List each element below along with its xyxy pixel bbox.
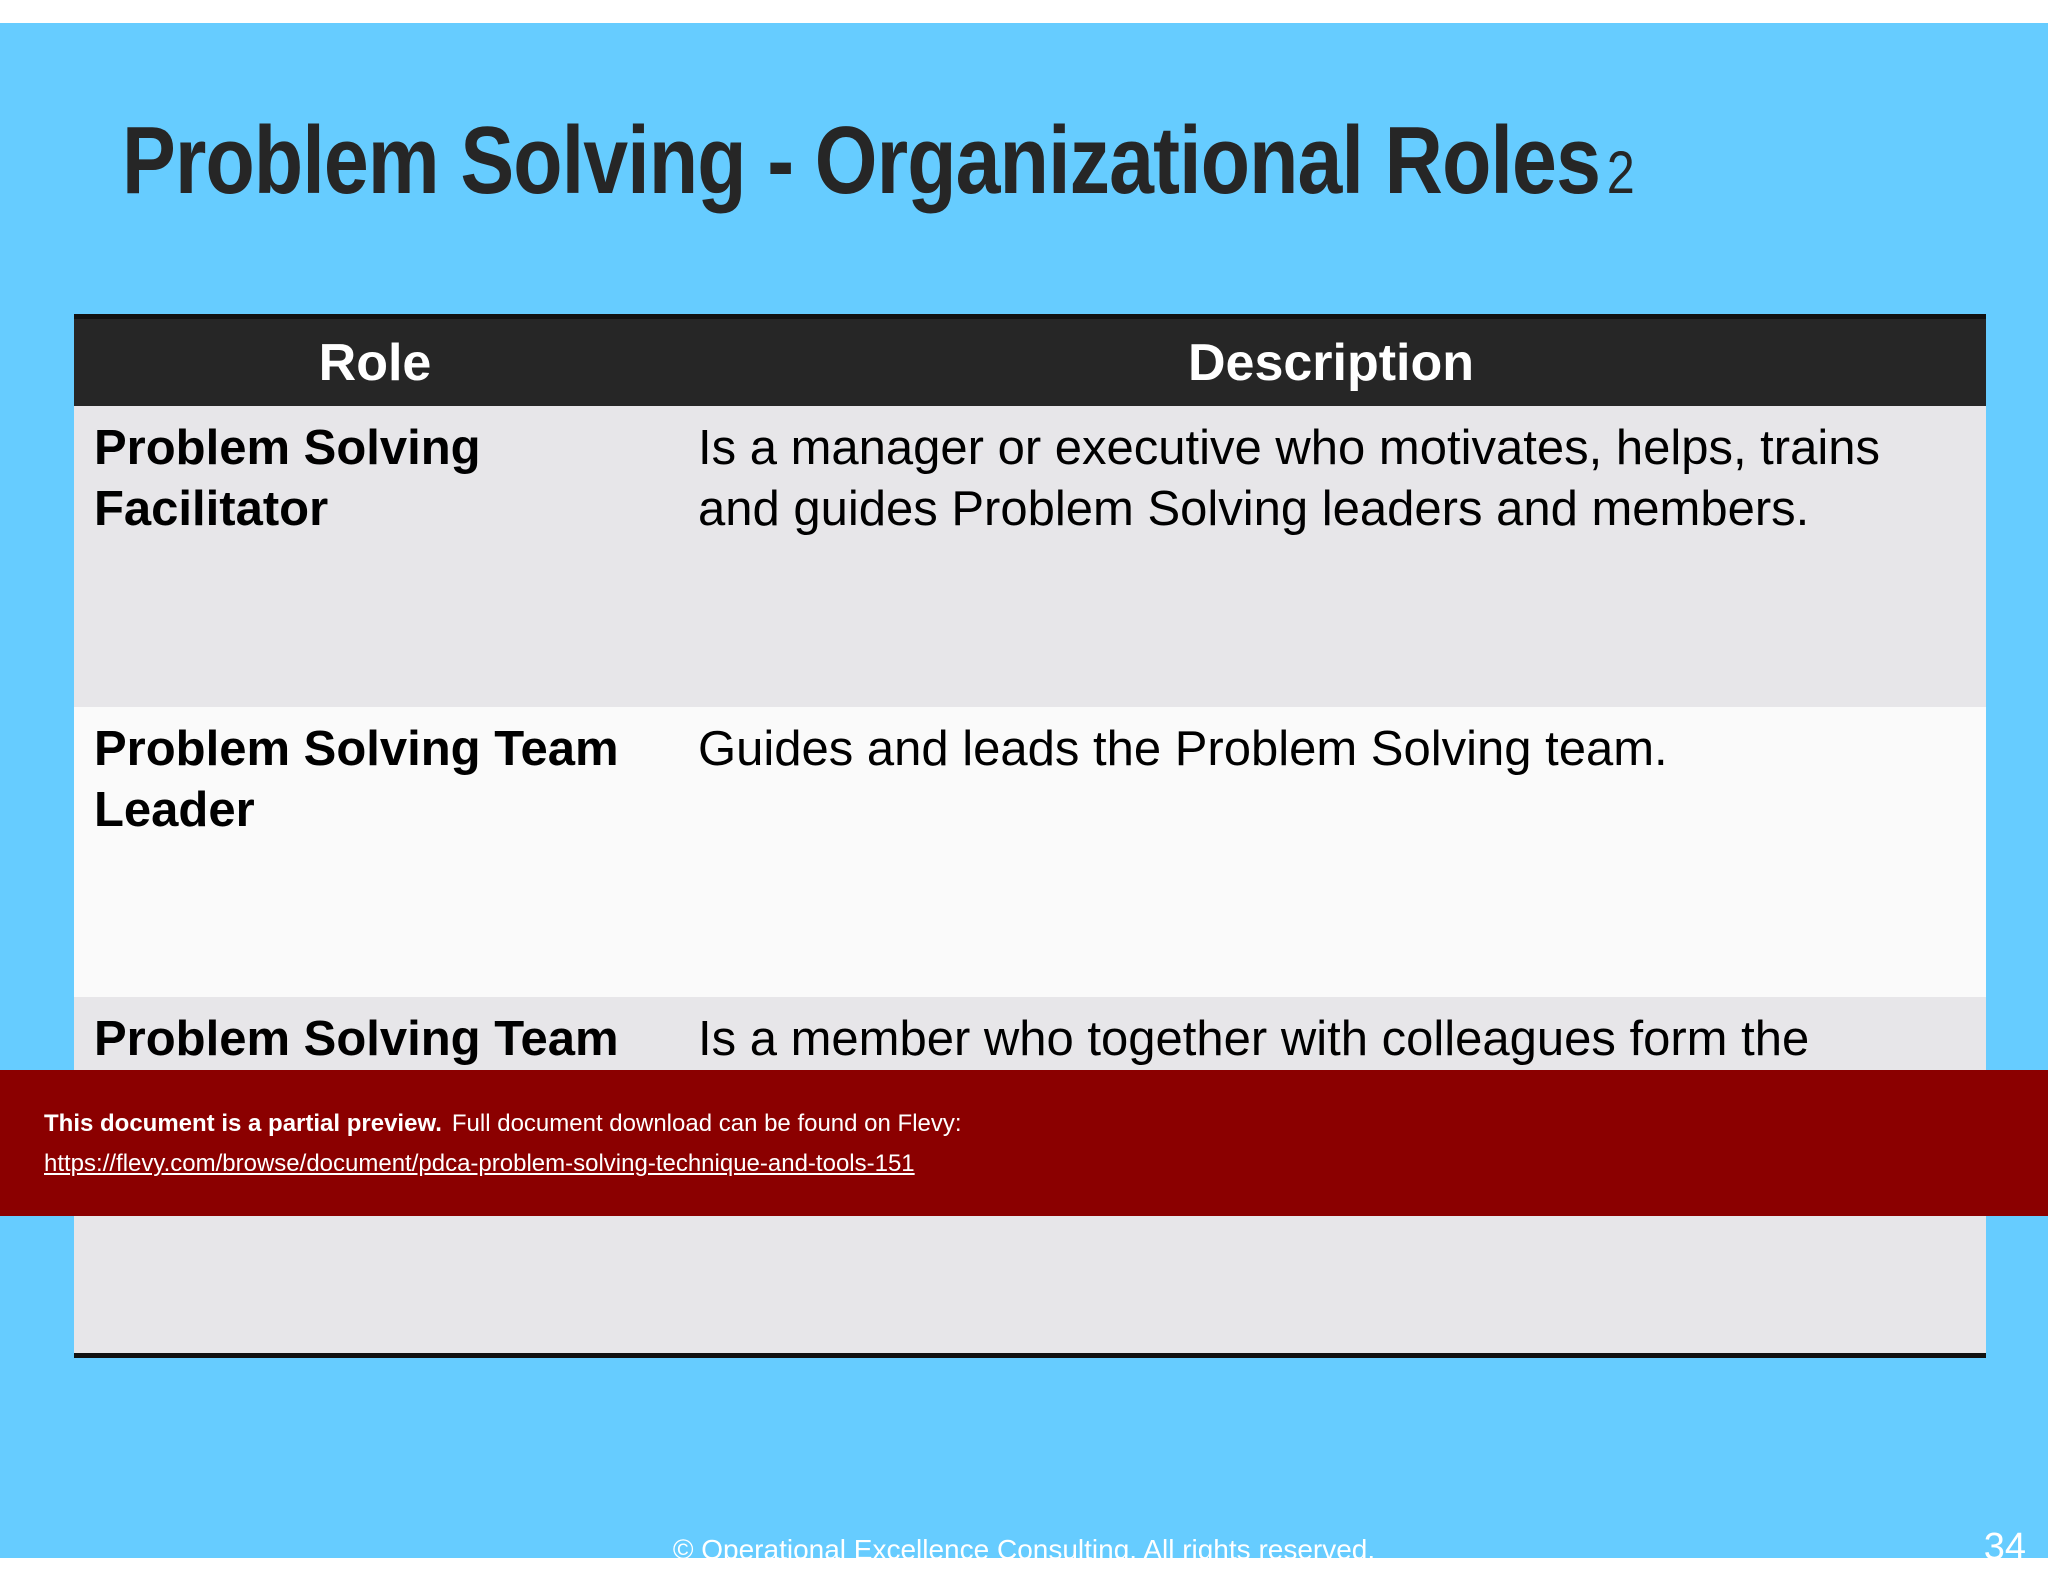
role-cell: Problem Solving Facilitator xyxy=(74,406,676,707)
preview-notice xyxy=(44,1110,962,1138)
flevy-document-link[interactable]: https://flevy.com/browse/document/pdca-problem-solving-technique-and-tools-151 xyxy=(44,1150,915,1177)
slide-title xyxy=(122,101,1634,233)
description-cell: Guides and leads the Problem Solving team. xyxy=(676,707,1986,997)
description-cell: Is a manager or executive who motivates, helps, trains and guides Problem Solving leaders and members. xyxy=(676,406,1986,707)
preview-notice-bold: This document is a partial preview. xyxy=(44,1110,442,1137)
slide-title-text: Problem Solving - Organizational Roles xyxy=(122,107,1601,214)
slide xyxy=(0,23,2048,1568)
slide-title-suffix: 2 xyxy=(1606,139,1634,206)
page-number: 34 xyxy=(1983,1526,2026,1568)
preview-notice-text: Full document download can be found on Flevy: xyxy=(451,1110,962,1137)
role-cell: Problem Solving Team Leader xyxy=(74,707,676,997)
header-description: Description xyxy=(676,317,1986,407)
copyright-footer: © Operational Excellence Consulting. All rights reserved. xyxy=(672,1534,1376,1565)
table-header-row xyxy=(74,317,1986,407)
description-cell: Is a member who together with colleagues form the xyxy=(676,997,1986,1356)
table-row xyxy=(74,707,1986,997)
preview-banner xyxy=(0,1070,2048,1216)
role-cell: Problem Solving Team xyxy=(74,997,676,1356)
header-role: Role xyxy=(74,317,676,407)
table-row xyxy=(74,406,1986,707)
